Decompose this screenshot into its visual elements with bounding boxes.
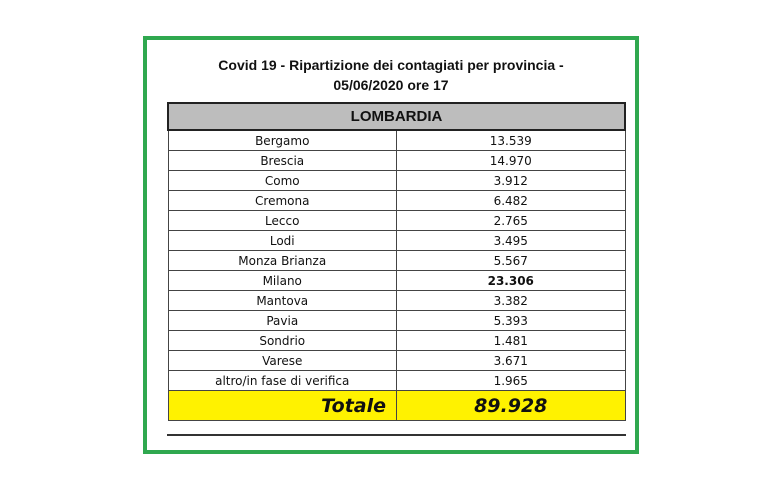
province-name: Brescia: [168, 151, 397, 171]
title-line-2: 05/06/2020 ore 17: [333, 77, 449, 93]
province-name: Monza Brianza: [168, 251, 397, 271]
province-value: 6.482: [397, 191, 626, 211]
table-row: [168, 191, 625, 211]
bottom-divider: [167, 434, 626, 436]
province-name: Mantova: [168, 291, 397, 311]
province-name: Pavia: [168, 311, 397, 331]
total-label: Totale: [168, 391, 397, 421]
table-row: [168, 371, 625, 391]
province-value: 1.965: [397, 371, 626, 391]
province-name: Bergamo: [168, 130, 397, 151]
province-value: 1.481: [397, 331, 626, 351]
province-value: 5.393: [397, 311, 626, 331]
province-name: Sondrio: [168, 331, 397, 351]
province-table: [167, 102, 626, 421]
province-value: 13.539: [397, 130, 626, 151]
province-value: 14.970: [397, 151, 626, 171]
province-value: 3.382: [397, 291, 626, 311]
province-value: 2.765: [397, 211, 626, 231]
total-value: 89.928: [397, 391, 626, 421]
province-name: Cremona: [168, 191, 397, 211]
total-row: [168, 391, 625, 421]
table-row: [168, 211, 625, 231]
table-row: [168, 251, 625, 271]
document-frame: [143, 36, 639, 454]
table-row: [168, 130, 625, 151]
province-value: 3.495: [397, 231, 626, 251]
title-line-1: Covid 19 - Ripartizione dei contagiati per provincia -: [218, 57, 564, 73]
table-row: [168, 351, 625, 371]
province-name: altro/in fase di verifica: [168, 371, 397, 391]
document-title: [147, 55, 635, 95]
table-row: [168, 171, 625, 191]
table-row: [168, 331, 625, 351]
province-name: Varese: [168, 351, 397, 371]
region-header: LOMBARDIA: [168, 103, 625, 130]
province-value: 5.567: [397, 251, 626, 271]
province-value: 3.671: [397, 351, 626, 371]
table-row: [168, 291, 625, 311]
province-name: Lecco: [168, 211, 397, 231]
table-row: [168, 231, 625, 251]
table-row: [168, 271, 625, 291]
province-name: Lodi: [168, 231, 397, 251]
province-name: Como: [168, 171, 397, 191]
province-value: 23.306: [397, 271, 626, 291]
table-row: [168, 151, 625, 171]
province-value: 3.912: [397, 171, 626, 191]
province-name: Milano: [168, 271, 397, 291]
table-row: [168, 311, 625, 331]
